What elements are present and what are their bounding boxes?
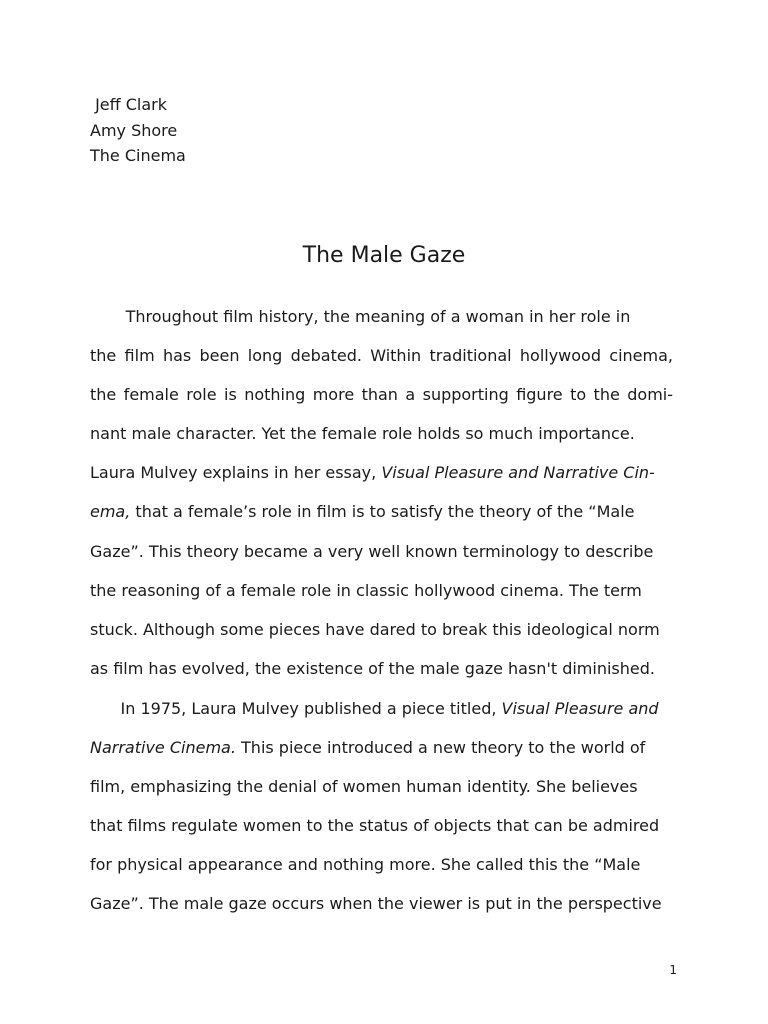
body-line: that films regulate women to the status of objects that can be admired bbox=[90, 816, 660, 835]
body-line bbox=[90, 501, 634, 523]
body-line: the female role is nothing more than a supporting figure to the domi- bbox=[90, 385, 673, 404]
body-line: Gaze”. The male gaze occurs when the viewer is put in the perspective bbox=[90, 894, 662, 913]
essay-title-italic: Visual Pleasure and Narrative Cin- bbox=[381, 463, 655, 482]
author-name: Jeff Clark bbox=[90, 95, 168, 114]
body-text: This piece introduced a new theory to the world of bbox=[235, 738, 646, 757]
body-text: In 1975, Laura Mulvey published a piece titled, bbox=[90, 699, 502, 718]
body-line: Gaze”. This theory became a very well known terminology to describe bbox=[90, 542, 654, 561]
body-line bbox=[90, 462, 655, 484]
heading-block bbox=[90, 92, 186, 169]
essay-title-italic: Narrative Cinema. bbox=[90, 738, 236, 757]
body-line: film, emphasizing the denial of women human identity. She believes bbox=[90, 777, 638, 796]
document-title: The Male Gaze bbox=[302, 243, 466, 268]
body-line: for physical appearance and nothing more. She called this the “Male bbox=[90, 855, 641, 874]
body-line bbox=[90, 737, 645, 759]
body-line: the film has been long debated. Within traditional hollywood cinema, bbox=[90, 346, 673, 365]
body-line: the reasoning of a female role in classic hollywood cinema. The term bbox=[90, 581, 642, 600]
body-text: that a female’s role in film is to satisfy the theory of the “Male bbox=[130, 502, 635, 521]
body-line bbox=[90, 698, 659, 720]
essay-title-italic: Visual Pleasure and bbox=[501, 699, 659, 718]
body-line: as film has evolved, the existence of the male gaze hasn't diminished. bbox=[90, 659, 655, 678]
essay-title-italic: ema, bbox=[90, 502, 131, 521]
body-line: Throughout film history, the meaning of a woman in her role in bbox=[90, 307, 631, 326]
course-name: The Cinema bbox=[90, 146, 186, 165]
body-line: nant male character. Yet the female role holds so much importance. bbox=[90, 424, 635, 443]
body-line: stuck. Although some pieces have dared to break this ideological norm bbox=[90, 620, 660, 639]
body-text: Laura Mulvey explains in her essay, bbox=[90, 463, 382, 482]
page-number: 1 bbox=[669, 963, 677, 977]
instructor-name: Amy Shore bbox=[90, 120, 178, 140]
